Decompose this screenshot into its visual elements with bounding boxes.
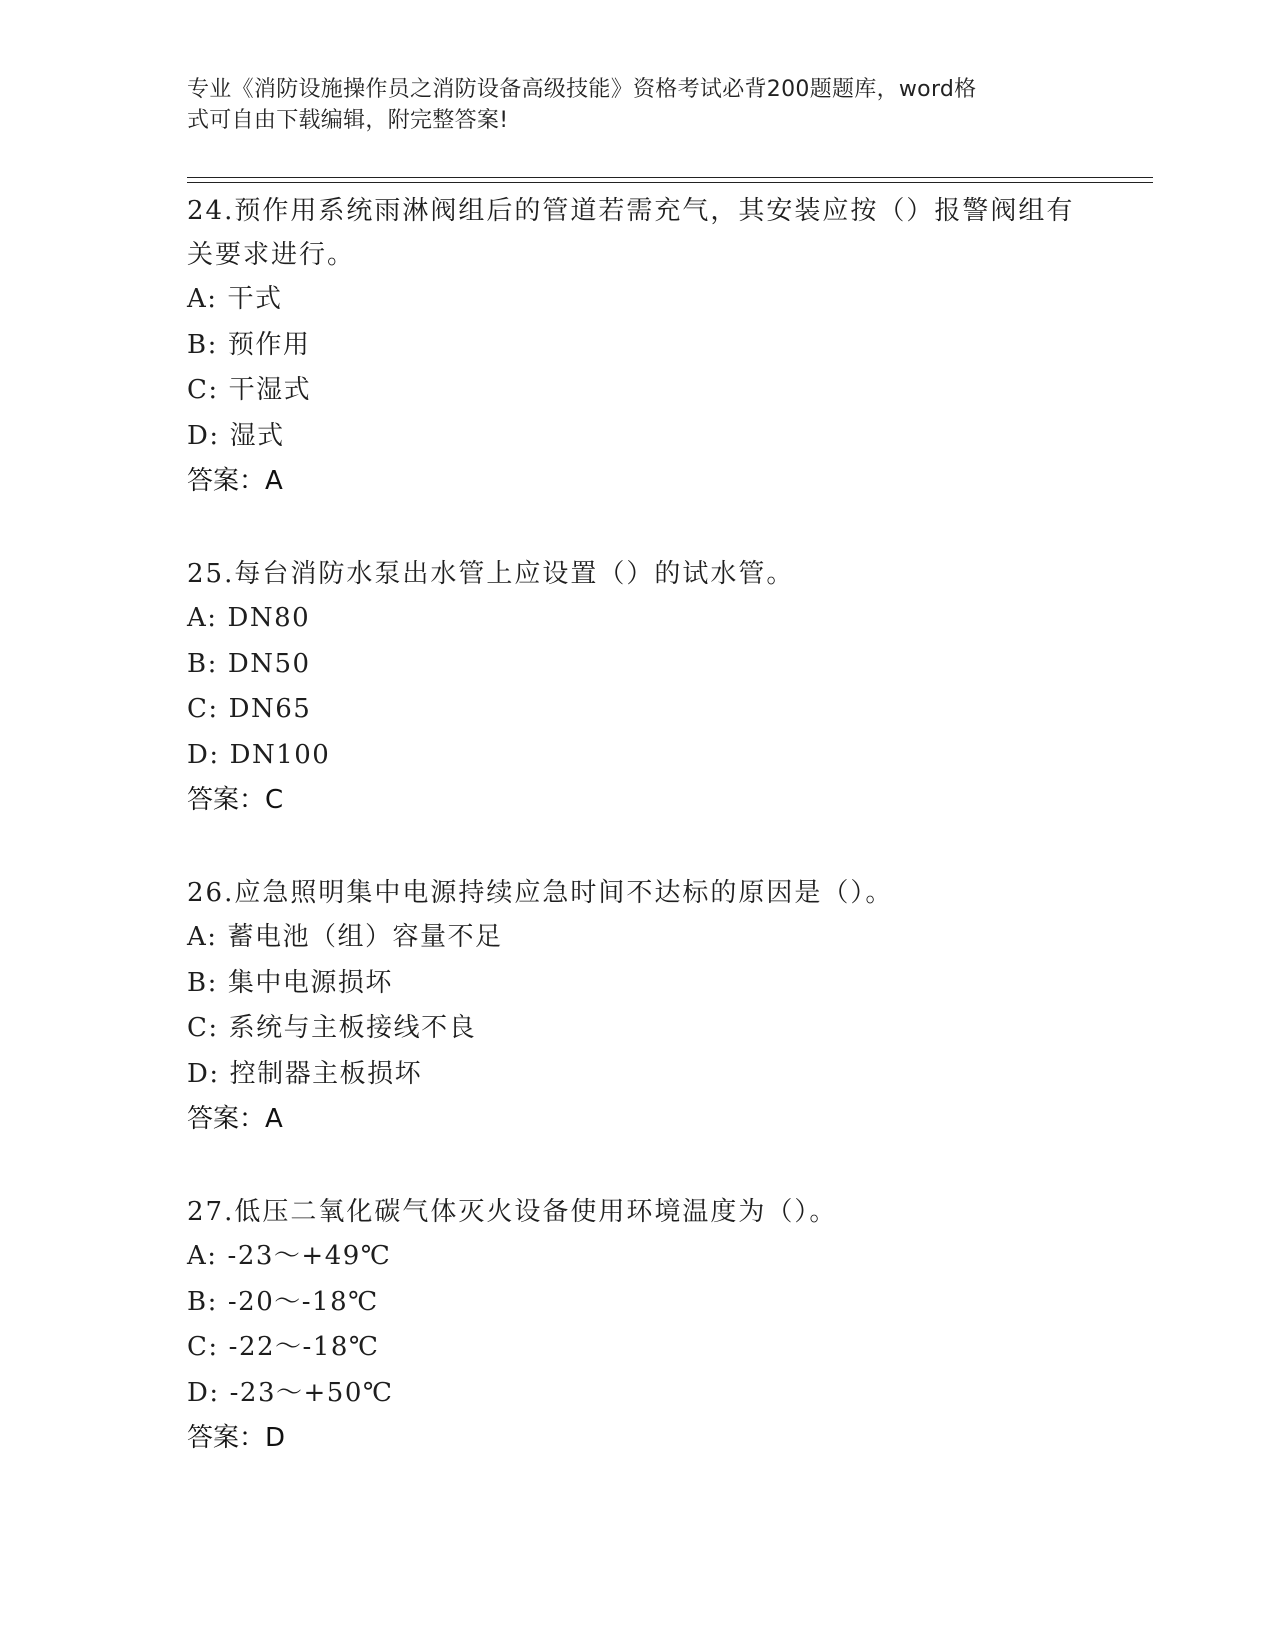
answer-line [187,778,1087,823]
option-a: A: 蓄电池（组）容量不足 [187,922,503,952]
option-key: C [187,375,209,405]
answer-line [187,1097,1087,1142]
header-title-line-1: 专业《消防设施操作员之消防设备高级技能》资格考试必背200题题库，word格 [187,77,977,102]
option-text: 干式 [227,284,283,314]
header-title-line-2: 式可自由下载编辑，附完整答案! [187,108,509,133]
document-header [187,74,1067,136]
option-a: A: DN80 [187,603,311,633]
option-key: B [187,1286,208,1317]
option-text: DN50 [227,648,311,679]
option-d: D: -23～+50℃ [187,1377,394,1408]
answer-line [187,459,1087,504]
option-text: 干湿式 [228,375,312,405]
question-26 [187,871,1087,1142]
question-25 [187,552,1087,823]
question-stem: 26.应急照明集中电源持续应急时间不达标的原因是（）。 [187,878,894,908]
option-text: -23～+49℃ [227,1241,392,1271]
option-b: B: 集中电源损坏 [187,967,393,998]
option-key: D [187,739,210,770]
option-key: D [187,1058,210,1089]
question-27 [187,1190,1087,1461]
answer-value: A [265,466,283,496]
question-stem: 24.预作用系统雨淋阀组后的管道若需充气，其安装应按（）报警阀组有关要求进行。 [187,196,1075,270]
option-text: -22～-18℃ [228,1332,380,1362]
option-text: 系统与主板接线不良 [228,1013,477,1043]
option-d: D: 湿式 [187,420,285,451]
option-key: B [187,648,208,679]
option-key: B [187,329,208,360]
answer-label: 答案： [187,1423,266,1453]
option-a: A: -23～+49℃ [187,1241,392,1271]
option-text: 集中电源损坏 [227,967,393,998]
header-divider-bottom [187,182,1153,183]
option-c: C: DN65 [187,694,312,724]
header-divider-top [187,177,1153,178]
option-text: 预作用 [227,329,311,360]
option-b: B: -20～-18℃ [187,1286,379,1317]
question-24 [187,189,1087,504]
answer-label: 答案： [187,1104,266,1134]
answer-value: A [265,1104,283,1134]
option-key: A [187,603,208,633]
question-stem: 25.每台消防水泵出水管上应设置（）的试水管。 [187,559,795,589]
answer-line [187,1416,1087,1461]
option-key: C [187,1332,209,1362]
question-list [187,189,1087,1509]
option-key: C [187,694,209,724]
option-key: D [187,1377,210,1408]
answer-label: 答案： [187,466,266,496]
option-d: D: DN100 [187,739,331,770]
option-c: C: 干湿式 [187,375,312,405]
option-text: -20～-18℃ [227,1286,379,1317]
option-text: 控制器主板损坏 [229,1058,423,1089]
option-text: -23～+50℃ [229,1377,394,1408]
option-key: B [187,967,208,998]
option-text: 蓄电池（组）容量不足 [227,922,503,952]
option-key: A [187,1241,208,1271]
option-b: B: DN50 [187,648,311,679]
option-text: 湿式 [229,420,285,451]
question-stem: 27.低压二氧化碳气体灭火设备使用环境温度为（）。 [187,1197,838,1227]
option-key: A [187,922,208,952]
option-key: D [187,420,210,451]
answer-label: 答案： [187,785,266,815]
option-text: DN65 [228,694,312,724]
answer-value: D [265,1423,286,1453]
option-c: C: 系统与主板接线不良 [187,1013,477,1043]
option-text: DN80 [227,603,311,633]
option-d: D: 控制器主板损坏 [187,1058,423,1089]
answer-value: C [265,785,284,815]
option-key: C [187,1013,209,1043]
option-a: A: 干式 [187,284,283,314]
option-key: A [187,284,208,314]
option-text: DN100 [229,739,331,770]
option-c: C: -22～-18℃ [187,1332,380,1362]
option-b: B: 预作用 [187,329,311,360]
